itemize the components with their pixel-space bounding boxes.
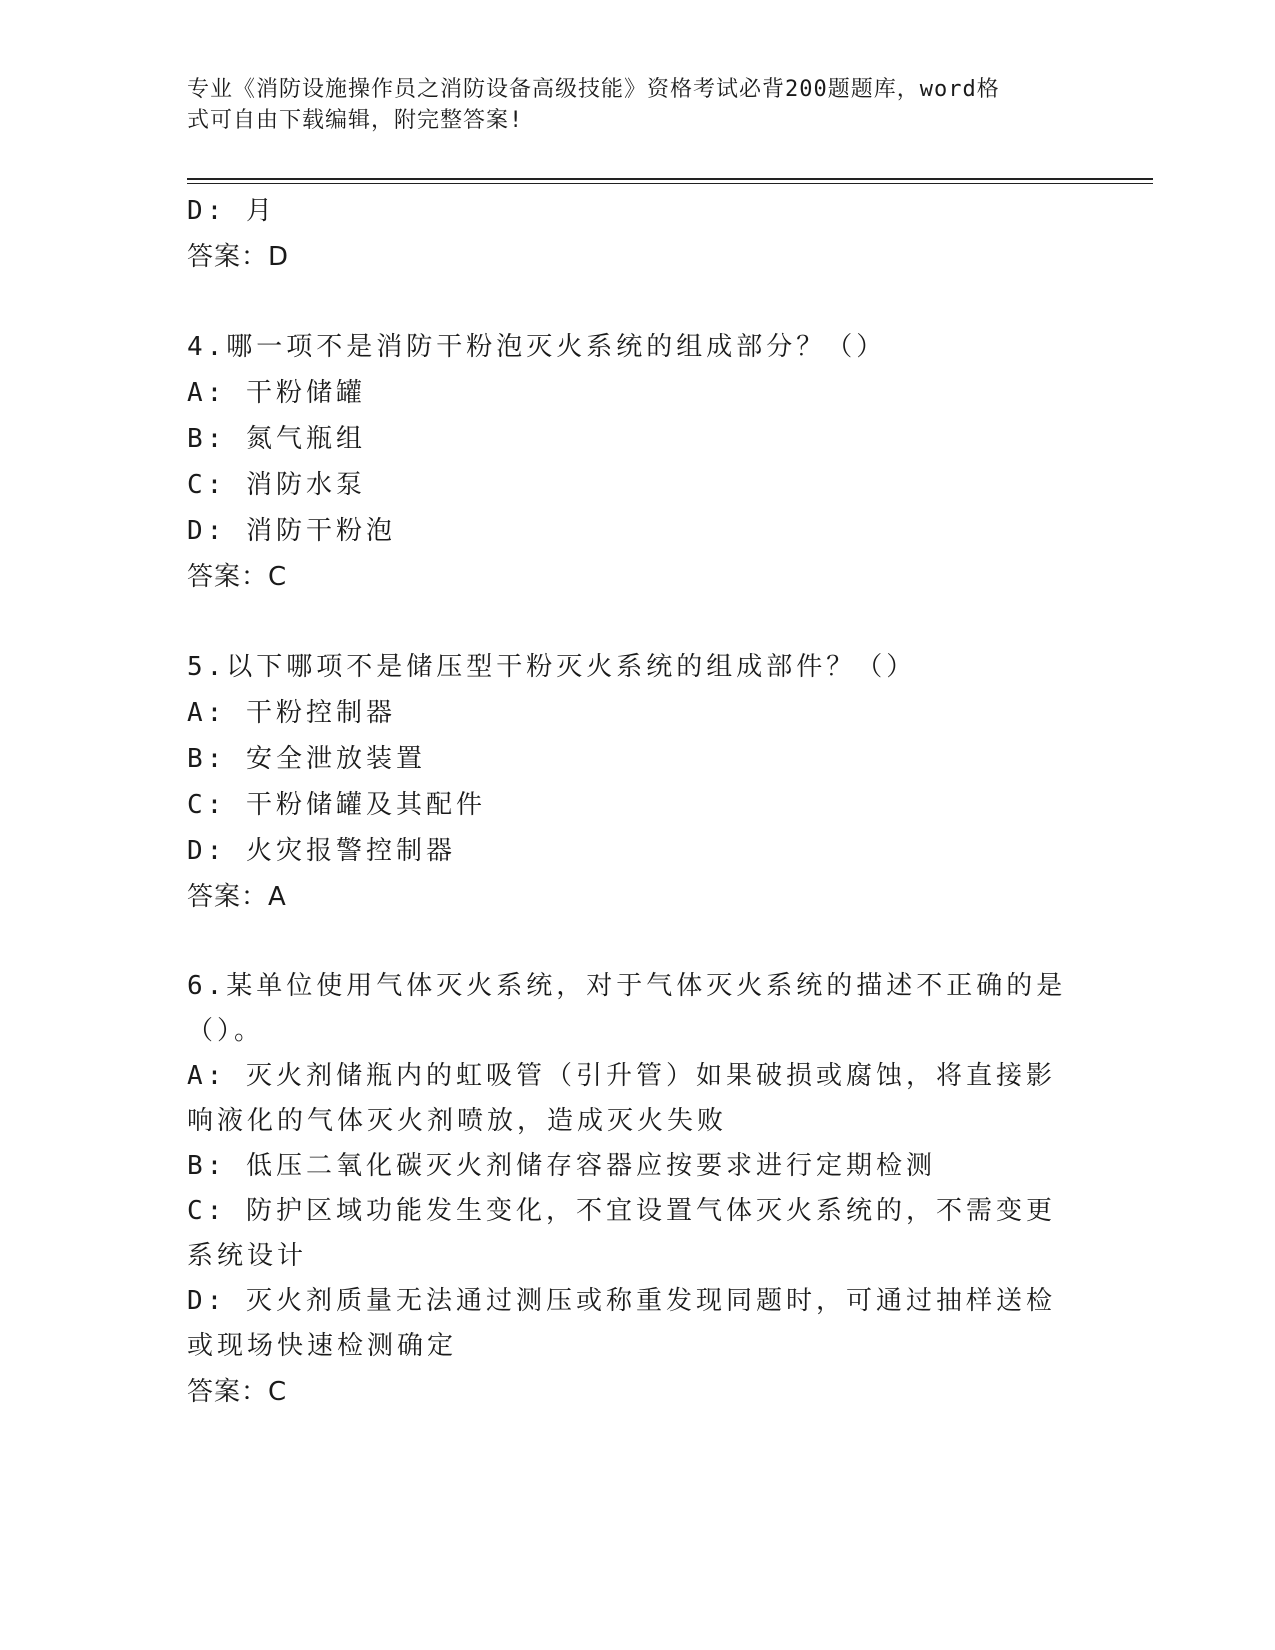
option-c: C: 防护区域功能发生变化，不宜设置气体灭火系统的，不需变更系统设计 bbox=[187, 1196, 1056, 1271]
answer-line: 答案：D bbox=[187, 242, 290, 272]
question-stem: 5.以下哪项不是储压型干粉灭火系统的组成部件？（） bbox=[187, 652, 917, 682]
question-5 bbox=[187, 644, 1077, 920]
option-c: C: 干粉储罐及其配件 bbox=[187, 790, 486, 820]
header-title-line-2: 式可自由下载编辑，附完整答案! bbox=[187, 108, 524, 133]
option-a: A: 干粉控制器 bbox=[187, 698, 396, 728]
header-divider-thin bbox=[187, 183, 1153, 184]
question-4 bbox=[187, 324, 1077, 600]
header-divider-thick bbox=[187, 178, 1153, 180]
option-d: D: 消防干粉泡 bbox=[187, 516, 396, 546]
document-header bbox=[187, 74, 1067, 136]
option-d: D: 月 bbox=[187, 196, 276, 226]
header-title-line-1: 专业《消防设施操作员之消防设备高级技能》资格考试必背200题题库，word格 bbox=[187, 77, 1000, 102]
option-b: B: 安全泄放装置 bbox=[187, 744, 426, 774]
option-d: D: 灭火剂质量无法通过测压或称重发现同题时，可通过抽样送检或现场快速检测确定 bbox=[187, 1286, 1056, 1361]
option-c: C: 消防水泵 bbox=[187, 470, 366, 500]
option-a: A: 灭火剂储瓶内的虹吸管（引升管）如果破损或腐蚀，将直接影响液化的气体灭火剂喷放，造成灭火失败 bbox=[187, 1061, 1056, 1136]
answer-line: 答案：C bbox=[187, 562, 288, 592]
option-d: D: 火灾报警控制器 bbox=[187, 836, 456, 866]
answer-line: 答案：C bbox=[187, 1377, 288, 1407]
question-stem: 4.哪一项不是消防干粉泡灭火系统的组成部分？（） bbox=[187, 332, 887, 362]
document-body bbox=[187, 188, 1077, 1415]
question-stem: 6.某单位使用气体灭火系统，对于气体灭火系统的描述不正确的是（）。 bbox=[187, 971, 1067, 1046]
carryover-block bbox=[187, 188, 1077, 280]
answer-line: 答案：A bbox=[187, 882, 287, 912]
option-a: A: 干粉储罐 bbox=[187, 378, 366, 408]
question-6 bbox=[187, 964, 1077, 1415]
option-b: B: 氮气瓶组 bbox=[187, 424, 366, 454]
option-b: B: 低压二氧化碳灭火剂储存容器应按要求进行定期检测 bbox=[187, 1151, 936, 1181]
